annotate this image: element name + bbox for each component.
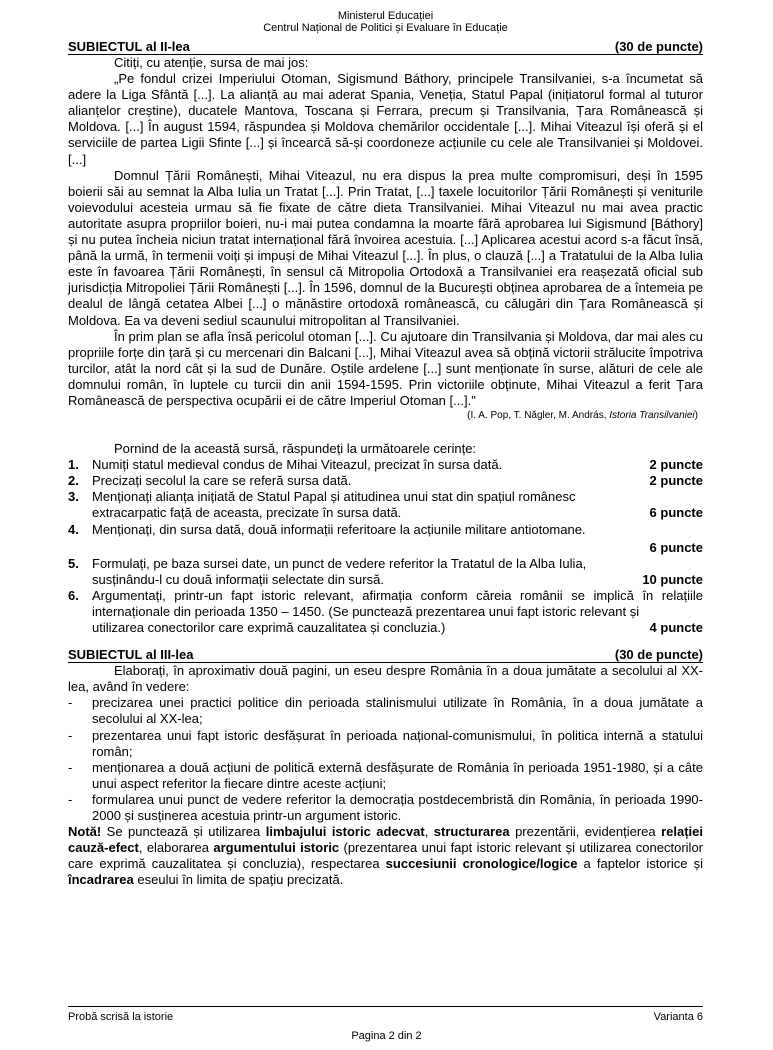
- footer-variant: Varianta 6: [653, 1011, 703, 1023]
- footer: [68, 1011, 703, 1023]
- requirement-points: 4 puncte: [649, 620, 703, 636]
- subject2-title: SUBIECTUL al II-lea: [68, 39, 190, 54]
- essay-item-1: - precizarea unei practici politice din perioada stalinismului utilizate în România, în a doua jumătate a secolului al XX-lea;: [68, 695, 703, 727]
- subject2-instruction: Citiți, cu atenție, sursa de mai jos:: [114, 55, 309, 70]
- subject2-heading: [68, 40, 703, 55]
- page-number: Pagina 2 din 2: [351, 1030, 422, 1042]
- essay-item-2: - prezentarea unui fapt istoric desfășurat în perioada național-comunismului, în politica internă a statului român;: [68, 727, 703, 759]
- subject2-points: (30 de puncte): [614, 39, 703, 54]
- requirement-points: 2 puncte: [649, 473, 703, 489]
- exam-page: [68, 0, 703, 889]
- subject3-points: (30 de puncte): [614, 647, 703, 663]
- requirement-4: 4. Menționați, din sursa dată, două informații referitoare la acțiunile militare antiotomane. 6 puncte: [68, 521, 703, 555]
- essay-item-4: - formularea unui punct de vedere referitor la democrația postdecembristă din România, în perioada 1990-2000 și susținerea acestuia printr-un argument istoric.: [68, 791, 703, 824]
- requirement-points: 6 puncte: [649, 505, 703, 521]
- source-book-title: Istoria Transilvaniei: [609, 410, 695, 422]
- requirements-intro: Pornind de la această sursă, răspundeți la următoarele cerințe:: [114, 441, 477, 457]
- essay-note: Notă! Se punctează și utilizarea limbajului istoric adecvat, structurarea prezentării, evidențierea relației cauză-efect, elaborarea argumentului istoric (prezentarea unui fapt istoric relevant și utilizarea conectorilor care exprimă cauzalitatea și concluzia), respectarea succesiunii cronologice/logice a faptelor istorice și încadrarea eseului în limita de spațiu precizată.: [68, 824, 704, 888]
- header-ministry: Ministerul Educației: [337, 10, 434, 22]
- requirement-6: 6. Argumentați, printr-un fapt istoric relevant, afirmația conform căreia românii se implică în relațiile internaționale din perioada 1350 – 1450. (Se punctează prezentarea unui fapt istoric relevant și utilizarea conectorilor care exprimă cauzalitatea și concluzia.) 4 puncte: [68, 587, 703, 636]
- source-citation: (I. A. Pop, T. Năgler, M. András, Istoria Transilvaniei): [467, 410, 698, 422]
- essay-intro: Elaborați, în aproximativ două pagini, un eseu despre România în a doua jumătate a secolului al XX-lea, având în vedere:: [68, 663, 703, 695]
- requirement-2: 2. Precizați secolul la care se referă sursa dată. 2 puncte: [68, 473, 703, 489]
- essay-item-3: - menționarea a două acțiuni de politică externă desfășurate de România în perioada 1951-1980, și a câte unui aspect referitor la fiecare dintre aceste acțiuni;: [68, 759, 703, 791]
- footer-exam-name: Probă scrisă la istorie: [68, 1011, 174, 1023]
- requirement-5: 5. Formulați, pe baza sursei date, un punct de vedere referitor la Tratatul de la Alba Iulia, susținându-l cu două informații selectate din sursă. 10 puncte: [68, 555, 703, 587]
- requirement-points: 6 puncte: [649, 539, 703, 555]
- requirement-points: 10 puncte: [642, 571, 703, 587]
- subject3-title: SUBIECTUL al III-lea: [68, 647, 194, 663]
- requirement-points: 2 puncte: [649, 457, 703, 473]
- source-paragraph-2: Domnul Țării Românești, Mihai Viteazul, nu era dispus la prea multe compromisuri, deși în 1595 boierii săi au semnat la Alba Iulia un Tratat [...]. Prin Tratat, [...] taxele locuitorilor Țării Românești și veniturile voievodului acesteia urmau să fie fixate de către dieta Transilvaniei. Mihai Viteazul nu mai avea practic autoritate asupra propriilor boieri, nu-i mai putea condamna la moarte fără aprobarea lui Sigismund [Báthory] și nu putea încheia niciun tratat internațional fără învoirea acestuia. [...] Aplicarea acestui acord s-a făcut însă, până la urmă, în termenii voiți și impuși de Mihai Viteazul [...]. În plus, o clauză [...] a Tratatului de la Alba Iulia este în favoarea Țării Românești, în sensul că Mitropolia Ortodoxă a Transilvaniei era reașezată oficial sub jurisdicția Mitropoliei Țării Românești [...]. În 1596, domnul de la București obținea aprobarea de a întemeia pe dealul de lângă cetatea Albei [...] o mănăstire ortodoxă românească, cu călugări din Țara Românească și Moldova. Ea va deveni sediul scaunului mitropolitan al Transilvaniei.: [68, 167, 703, 328]
- source-paragraph-3: În prim plan se afla însă pericolul otoman [...]. Cu ajutoare din Transilvania și Moldova, dar mai ales cu propriile forțe din țară și cu mercenari din Balcani [...], Mihai Viteazul avea să obțină victorii strălucite împotriva turcilor, atât la nord cât și la sud de Dunăre. Oștile ardelene [...] sunt menționate în surse, alături de cele ale domnului român, în luptele cu turcii din anii 1594-1595. Prin victoriile obținute, Mihai Viteazul a ferit Țara Românească de perspectiva ocupării ei de către Imperiul Otoman [...].": [68, 328, 703, 408]
- requirement-1: 1. Numiți statul medieval condus de Mihai Viteazul, precizat în sursa dată. 2 puncte: [68, 457, 703, 473]
- header-center: Centrul Național de Politici și Evaluare în Educație: [263, 22, 508, 34]
- footer-divider: [68, 1006, 703, 1007]
- source-paragraph-1: „Pe fondul crizei Imperiului Otoman, Sigismund Báthory, principele Transilvaniei, s-a încumetat să adere la Liga Sfântă [...]. La alianță au mai aderat Spania, Veneția, Statul Papal (inițiatorul formal al tuturor alianțelor creștine), ducatele Mantova, Toscana și Ferrara, precum și Transilvania, Țara Românească și Moldova. [...] În august 1594, răspundea și Moldova chemărilor occidentale [...]. Mihai Viteazul își oferă și el serviciile de partea Ligii Sfinte [...] și încearcă să-și coordoneze acțiunile cu cele ale Transilvaniei și Moldovei. [...]: [68, 71, 703, 167]
- requirement-3: 3. Menționați alianța inițiată de Statul Papal și atitudinea unui stat din spațiul românesc extracarpatic față de aceasta, precizate în sursa dată. 6 puncte: [68, 489, 703, 521]
- subject3-heading: [68, 648, 703, 663]
